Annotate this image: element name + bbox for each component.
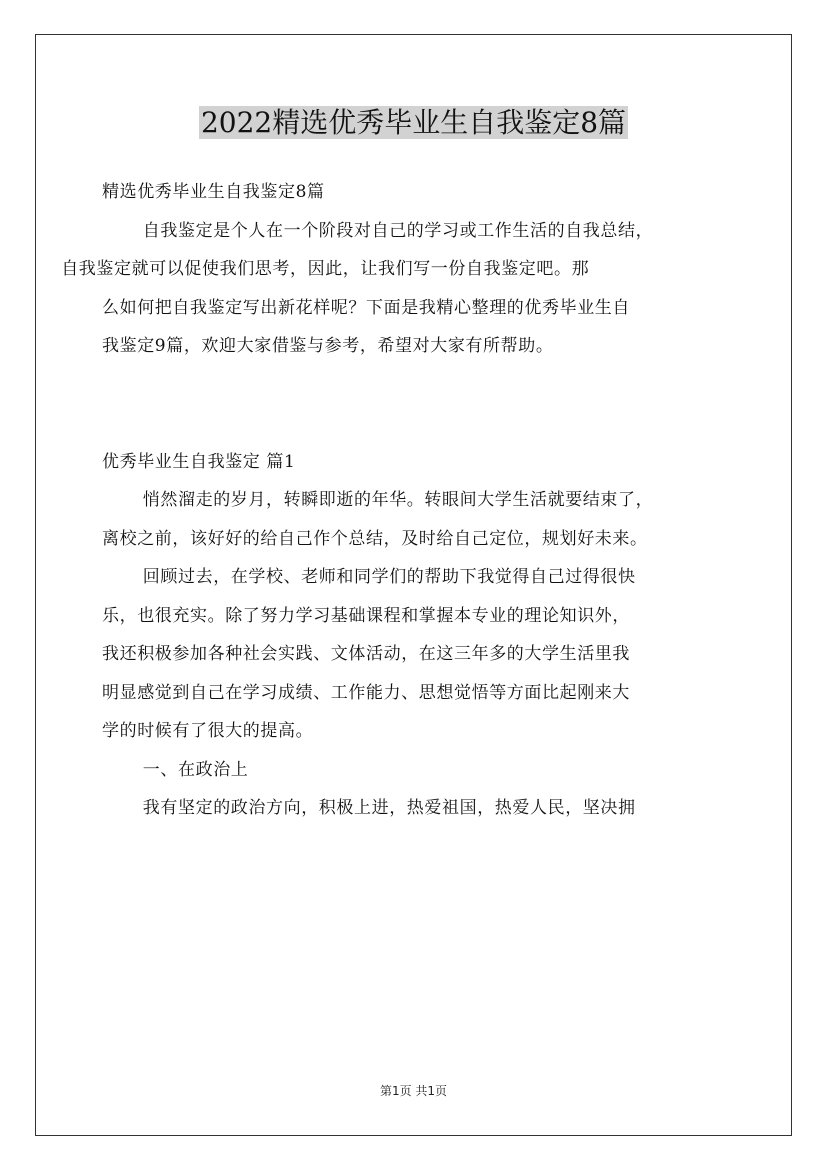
intro-line: 自我鉴定是个人在一个阶段对自己的学习或工作生活的自我总结，	[142, 220, 654, 241]
document-subtitle: 精选优秀毕业生自我鉴定8篇	[102, 182, 325, 202]
paragraph-line: 悄然溜走的岁月，转瞬即逝的年华。转眼间大学生活就要结束了，	[142, 490, 654, 510]
section-heading: 优秀毕业生自我鉴定 篇1	[102, 451, 296, 472]
paragraph-line: 学的时候有了很大的提高。	[102, 721, 314, 741]
sub-heading: 一、在政治上	[142, 759, 249, 780]
paragraph-gap	[102, 366, 732, 443]
body-paragraph	[102, 481, 732, 558]
body-paragraph	[102, 558, 732, 751]
document-title	[0, 102, 827, 144]
paragraph-line: 我还积极参加各种社会实践、文体活动，在这三年多的大学生活里我	[102, 644, 630, 664]
intro-line: 自我鉴定就可以促使我们思考，因此，让我们写一份自我鉴定吧。那	[61, 259, 590, 279]
paragraph-line: 离校之前，该好好的给自己作个总结，及时给自己定位，规划好未来。	[102, 528, 648, 549]
paragraph-line: 我有坚定的政治方向，积极上进，热爱祖国，热爱人民，坚决拥	[142, 798, 636, 818]
body-paragraph	[102, 789, 732, 828]
paragraph-line: 乐，也很充实。除了努力学习基础课程和掌握本专业的理论知识外，	[102, 605, 630, 626]
paragraph-line: 回顾过去，在学校、老师和同学们的帮助下我觉得自己过得很快	[142, 567, 636, 587]
intro-line: 我鉴定9篇，欢迎大家借鉴与参考，希望对大家有所帮助。	[102, 336, 554, 356]
paragraph-line: 明显感觉到自己在学习成绩、工作能力、思想觉悟等方面比起刚来大	[102, 682, 630, 703]
page-footer: 第1页 共1页	[379, 1084, 448, 1098]
document-body	[61, 173, 732, 828]
intro-paragraph	[61, 212, 732, 366]
document-title-text: 2022精选优秀毕业生自我鉴定8篇	[200, 106, 627, 139]
intro-line: 么如何把自我鉴定写出新花样呢？下面是我精心整理的优秀毕业生自	[102, 297, 630, 318]
